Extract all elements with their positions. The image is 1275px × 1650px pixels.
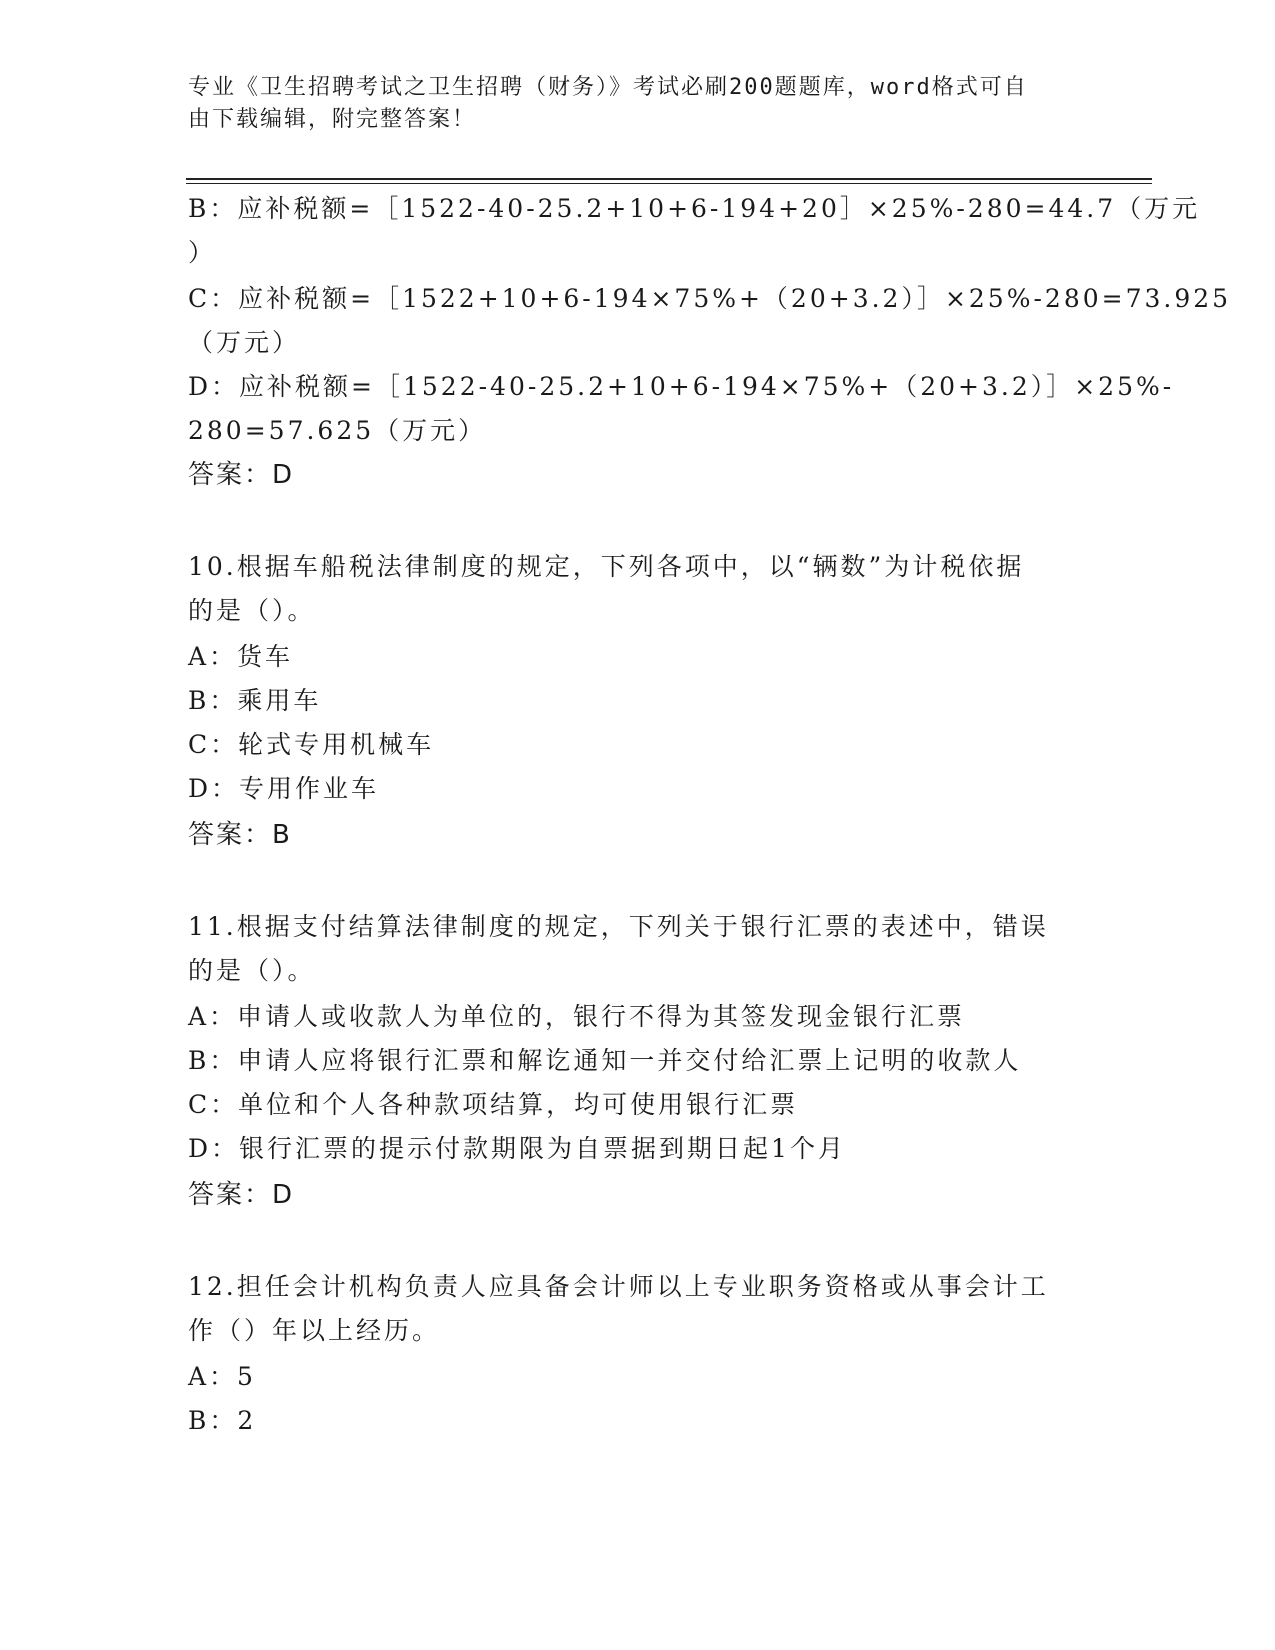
q11-option-c: C：单位和个人各种款项结算，均可使用银行汇票 xyxy=(188,1090,799,1119)
q11-answer: 答案：D xyxy=(188,1180,295,1210)
q11-stem-line-2: 的是（）。 xyxy=(188,956,316,985)
q10-stem-line-2: 的是（）。 xyxy=(188,596,316,625)
document-header xyxy=(188,72,1068,136)
q9-option-c-line-1: C：应补税额=［1522+10+6-194×75%+（20+3.2）］×25%-280=73.925 xyxy=(188,284,1232,313)
q10-option-c: C：轮式专用机械车 xyxy=(188,730,435,759)
q10-stem-line-1: 10.根据车船税法律制度的规定，下列各项中，以“辆数”为计税依据 xyxy=(188,552,1025,581)
header-line-2: 由下载编辑，附完整答案！ xyxy=(188,107,477,132)
q12-stem-line-1: 12.担任会计机构负责人应具备会计师以上专业职务资格或从事会计工 xyxy=(188,1272,1049,1301)
q11-stem-line-1: 11.根据支付结算法律制度的规定，下列关于银行汇票的表述中，错误 xyxy=(188,912,1049,941)
q10-option-b: B：乘用车 xyxy=(188,686,322,715)
q11-option-d: D：银行汇票的提示付款期限为自票据到期日起1个月 xyxy=(188,1134,846,1163)
q9-option-c-line-2: （万元） xyxy=(188,328,301,357)
q11-option-a: A：申请人或收款人为单位的，银行不得为其签发现金银行汇票 xyxy=(188,1002,966,1031)
q11-option-b: B：申请人应将银行汇票和解讫通知一并交付给汇票上记明的收款人 xyxy=(188,1046,1022,1075)
header-line-1: 专业《卫生招聘考试之卫生招聘（财务）》考试必刷200题题库，word格式可自 xyxy=(188,75,1028,100)
q12-stem-line-2: 作（）年以上经历。 xyxy=(188,1316,441,1345)
q12-option-b: B：2 xyxy=(188,1406,257,1435)
header-rule-thick xyxy=(186,178,1152,180)
q9-option-b-line-2: ） xyxy=(188,238,217,267)
q10-option-d: D：专用作业车 xyxy=(188,774,380,803)
q9-option-d-line-1: D：应补税额=［1522-40-25.2+10+6-194×75%+（20+3.2）］×25%- xyxy=(188,372,1175,401)
q12-option-a: A：5 xyxy=(188,1362,256,1391)
q10-answer: 答案：B xyxy=(188,820,292,850)
q9-answer: 答案：D xyxy=(188,460,295,490)
q10-option-a: A：货车 xyxy=(188,642,294,671)
q9-option-b-line-1: B：应补税额=［1522-40-25.2+10+6-194+20］×25%-280=44.7（万元 xyxy=(188,194,1201,223)
q9-option-d-line-2: 280=57.625（万元） xyxy=(188,416,487,445)
header-rule-thin xyxy=(186,183,1152,184)
